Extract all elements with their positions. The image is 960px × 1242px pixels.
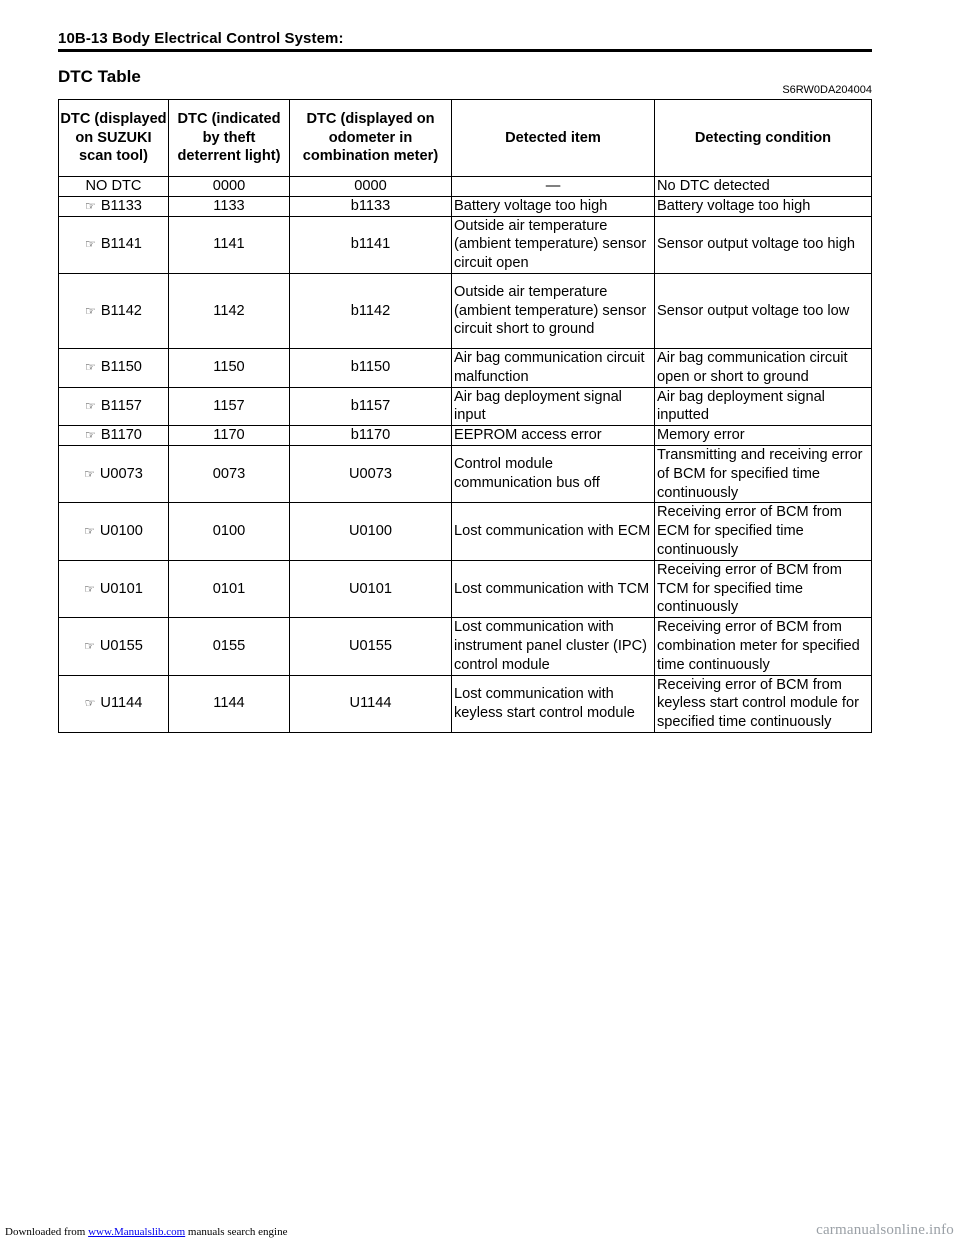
dtc-code: B1142 bbox=[100, 302, 142, 319]
dtc-scan-cell bbox=[59, 273, 169, 348]
detected-item-cell: Battery voltage too high bbox=[452, 196, 655, 216]
dtc-odometer-cell: U0101 bbox=[290, 560, 452, 617]
page-header bbox=[58, 30, 872, 52]
dtc-light-cell: 1144 bbox=[169, 675, 290, 732]
reference-hand-icon[interactable]: ☞ bbox=[84, 638, 95, 653]
dtc-scan-cell bbox=[59, 503, 169, 560]
table-row bbox=[59, 273, 872, 348]
page-footer bbox=[0, 1222, 960, 1242]
detected-item-cell: — bbox=[452, 177, 655, 197]
dtc-scan-cell bbox=[59, 196, 169, 216]
reference-hand-icon[interactable]: ☞ bbox=[85, 360, 96, 375]
dtc-scan-cell bbox=[59, 675, 169, 732]
dtc-code: B1157 bbox=[100, 397, 142, 414]
reference-hand-icon[interactable]: ☞ bbox=[85, 237, 96, 252]
reference-hand-icon[interactable]: ☞ bbox=[85, 303, 96, 318]
detecting-condition-cell: Receiving error of BCM from TCM for specified time continuously bbox=[655, 560, 872, 617]
detected-item-cell: Control module communication bus off bbox=[452, 445, 655, 502]
dtc-odometer-cell: 0000 bbox=[290, 177, 452, 197]
dtc-scan-cell bbox=[59, 426, 169, 446]
footer-source bbox=[5, 1226, 287, 1238]
table-body bbox=[59, 177, 872, 733]
dtc-light-cell: 1133 bbox=[169, 196, 290, 216]
dtc-code: B1170 bbox=[100, 427, 142, 444]
footer-suffix: manuals search engine bbox=[185, 1226, 288, 1238]
dtc-code: U1144 bbox=[100, 695, 143, 712]
reference-hand-icon[interactable]: ☞ bbox=[85, 398, 96, 413]
detecting-condition-cell: Sensor output voltage too low bbox=[655, 273, 872, 348]
detected-item-cell: EEPROM access error bbox=[452, 426, 655, 446]
detected-item-cell: Air bag deployment signal input bbox=[452, 387, 655, 426]
dtc-light-cell: 1150 bbox=[169, 348, 290, 387]
table-row bbox=[59, 426, 872, 446]
reference-hand-icon[interactable]: ☞ bbox=[85, 198, 96, 213]
column-header: Detected item bbox=[452, 100, 655, 177]
detected-item-cell: Lost communication with instrument panel cluster (IPC) control module bbox=[452, 618, 655, 675]
detecting-condition-cell: Battery voltage too high bbox=[655, 196, 872, 216]
dtc-scan-cell bbox=[59, 348, 169, 387]
dtc-odometer-cell: U0100 bbox=[290, 503, 452, 560]
dtc-light-cell: 0155 bbox=[169, 618, 290, 675]
dtc-odometer-cell: b1150 bbox=[290, 348, 452, 387]
table-row bbox=[59, 445, 872, 502]
reference-hand-icon[interactable]: ☞ bbox=[85, 428, 96, 443]
footer-watermark: carmanualsonline.info bbox=[816, 1222, 954, 1238]
dtc-light-cell: 1170 bbox=[169, 426, 290, 446]
dtc-light-cell: 1142 bbox=[169, 273, 290, 348]
reference-hand-icon[interactable]: ☞ bbox=[84, 466, 95, 481]
detecting-condition-cell: Air bag communication circuit open or short to ground bbox=[655, 348, 872, 387]
column-header: DTC (indicated by theft deterrent light) bbox=[169, 100, 290, 177]
footer-link[interactable]: www.Manualslib.com bbox=[88, 1226, 186, 1238]
dtc-light-cell: 0000 bbox=[169, 177, 290, 197]
dtc-light-cell: 0073 bbox=[169, 445, 290, 502]
dtc-light-cell: 0101 bbox=[169, 560, 290, 617]
dtc-odometer-cell: b1170 bbox=[290, 426, 452, 446]
dtc-scan-cell bbox=[59, 177, 169, 197]
detected-item-cell: Lost communication with ECM bbox=[452, 503, 655, 560]
dtc-scan-cell bbox=[59, 618, 169, 675]
dtc-odometer-cell: U0155 bbox=[290, 618, 452, 675]
dtc-code: U0073 bbox=[99, 465, 143, 482]
table-header-row bbox=[59, 100, 872, 177]
detected-item-cell: Lost communication with TCM bbox=[452, 560, 655, 617]
dtc-scan-cell bbox=[59, 560, 169, 617]
detecting-condition-cell: Transmitting and receiving error of BCM for specified time continuously bbox=[655, 445, 872, 502]
reference-hand-icon[interactable]: ☞ bbox=[84, 696, 96, 711]
column-header: DTC (displayed on SUZUKI scan tool) bbox=[59, 100, 169, 177]
dtc-odometer-cell: U1144 bbox=[290, 675, 452, 732]
detected-item-cell: Outside air temperature (ambient temperature) sensor circuit open bbox=[452, 216, 655, 273]
dtc-odometer-cell: b1157 bbox=[290, 387, 452, 426]
section-title: DTC Table bbox=[58, 67, 141, 86]
dtc-light-cell: 1141 bbox=[169, 216, 290, 273]
detecting-condition-cell: Memory error bbox=[655, 426, 872, 446]
footer-prefix: Downloaded from bbox=[5, 1226, 89, 1238]
detecting-condition-cell: Receiving error of BCM from ECM for specified time continuously bbox=[655, 503, 872, 560]
table-row bbox=[59, 348, 872, 387]
reference-hand-icon[interactable]: ☞ bbox=[84, 524, 95, 539]
dtc-odometer-cell: U0073 bbox=[290, 445, 452, 502]
table-row bbox=[59, 196, 872, 216]
dtc-odometer-cell: b1133 bbox=[290, 196, 452, 216]
dtc-scan-cell bbox=[59, 387, 169, 426]
detected-item-cell: Air bag communication circuit malfunction bbox=[452, 348, 655, 387]
table-row bbox=[59, 618, 872, 675]
table-row bbox=[59, 216, 872, 273]
dtc-scan-cell bbox=[59, 445, 169, 502]
dtc-code: B1150 bbox=[100, 359, 142, 376]
detecting-condition-cell: No DTC detected bbox=[655, 177, 872, 197]
dtc-code: U0155 bbox=[99, 637, 143, 654]
dtc-code: B1141 bbox=[100, 236, 142, 253]
dtc-scan-cell bbox=[59, 216, 169, 273]
section-code: S6RW0DA204004 bbox=[782, 84, 872, 96]
detecting-condition-cell: Air bag deployment signal inputted bbox=[655, 387, 872, 426]
page-header-title: 10B-13 Body Electrical Control System: bbox=[58, 30, 344, 47]
table-row bbox=[59, 560, 872, 617]
dtc-code: U0100 bbox=[99, 523, 143, 540]
detecting-condition-cell: Sensor output voltage too high bbox=[655, 216, 872, 273]
dtc-code: U0101 bbox=[99, 580, 143, 597]
table-row bbox=[59, 675, 872, 732]
column-header: DTC (displayed on odometer in combination meter) bbox=[290, 100, 452, 177]
column-header: Detecting condition bbox=[655, 100, 872, 177]
dtc-odometer-cell: b1141 bbox=[290, 216, 452, 273]
detected-item-cell: Outside air temperature (ambient temperature) sensor circuit short to ground bbox=[452, 273, 655, 348]
dtc-code: NO DTC bbox=[85, 178, 142, 194]
dtc-light-cell: 1157 bbox=[169, 387, 290, 426]
detecting-condition-cell: Receiving error of BCM from combination meter for specified time continuously bbox=[655, 618, 872, 675]
dtc-table bbox=[58, 99, 872, 733]
dtc-light-cell: 0100 bbox=[169, 503, 290, 560]
detecting-condition-cell: Receiving error of BCM from keyless start control module for specified time continuously bbox=[655, 675, 872, 732]
dtc-odometer-cell: b1142 bbox=[290, 273, 452, 348]
table-row bbox=[59, 387, 872, 426]
table-row bbox=[59, 503, 872, 560]
dtc-code: B1133 bbox=[100, 197, 142, 214]
table-row bbox=[59, 177, 872, 197]
detected-item-cell: Lost communication with keyless start control module bbox=[452, 675, 655, 732]
reference-hand-icon[interactable]: ☞ bbox=[84, 581, 95, 596]
